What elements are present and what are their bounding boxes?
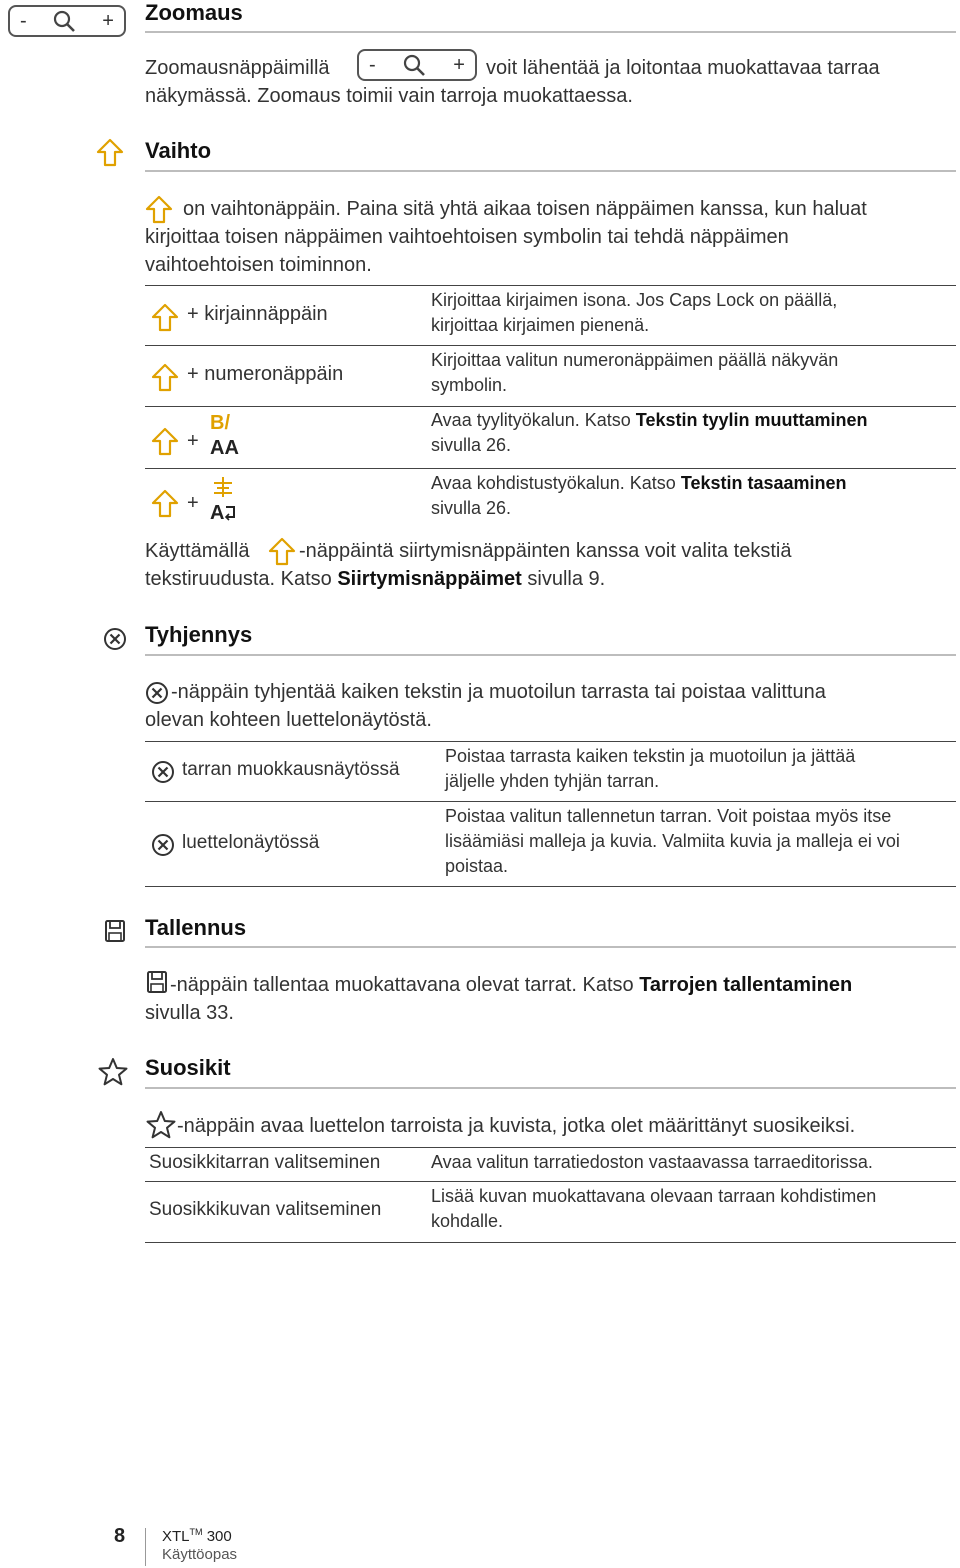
clear-row-desc: jäljelle yhden tyhjän tarran.: [445, 771, 660, 791]
shift-row-key: + kirjainnäppäin: [187, 303, 328, 325]
zoom-key-inline-icon: - +: [357, 49, 477, 81]
shift-row-desc: symbolin.: [431, 375, 508, 395]
save-icon: [104, 919, 126, 943]
table-rule: [145, 468, 956, 469]
favorites-row-key: Suosikkitarran valitseminen: [149, 1152, 381, 1173]
table-rule: [145, 886, 956, 887]
clear-intro-line2: olevan kohteen luettelonäytöstä.: [145, 709, 432, 731]
shift-icon: [151, 303, 179, 333]
bold-italic-icon: B/: [210, 412, 230, 434]
table-rule: [145, 1242, 956, 1243]
clear-icon: [145, 681, 169, 705]
clear-row-desc: Poistaa tarrasta kaiken tekstin ja muotoilun ja jättää: [445, 746, 856, 766]
table-rule: [145, 406, 956, 407]
save-text-line2: sivulla 33.: [145, 1002, 234, 1024]
clear-table-top-rule: [145, 741, 956, 742]
shift-row-desc: Avaa kohdistustyökalun. Katso Tekstin tasaaminen: [431, 473, 847, 493]
shift-icon: [268, 537, 296, 567]
shift-intro-line2: kirjoittaa toisen näppäimen vaihtoehtoisen symbolin tai tehdä näppäimen: [145, 226, 789, 248]
zoom-text-after: voit lähentää ja loitontaa muokattavaa tarraa: [486, 57, 880, 79]
shift-intro-line3: vaihtoehtoisen toiminnon.: [145, 254, 372, 276]
shift-icon: [151, 489, 179, 519]
table-rule: [145, 801, 956, 802]
save-heading: Tallennus: [145, 915, 247, 940]
clear-row-desc: Poistaa valitun tallennetun tarran. Voit poistaa myös itse: [445, 806, 892, 826]
save-heading-rule: [145, 946, 956, 948]
favorites-table-top-rule: [145, 1147, 956, 1148]
magnifier-icon: [402, 53, 426, 77]
clear-icon: [151, 833, 175, 857]
favorites-row-key: Suosikkikuvan valitseminen: [149, 1199, 382, 1220]
shift-row-key: +: [187, 430, 199, 452]
footer-divider: [145, 1528, 146, 1566]
clear-row-desc: poistaa.: [445, 856, 509, 876]
shift-outro-line1-post: -näppäintä siirtymisnäppäinten kanssa voit valita tekstiä: [299, 540, 792, 562]
favorites-intro: -näppäin avaa luettelon tarroista ja kuvista, jotka olet määrittänyt suosikeiksi.: [177, 1115, 856, 1137]
shift-table-top-rule: [145, 285, 956, 286]
shift-row-desc: sivulla 26.: [431, 435, 512, 455]
shift-row-key: +: [187, 492, 199, 514]
zoom-heading: Zoomaus: [145, 0, 243, 25]
font-size-icon: AA: [210, 437, 239, 459]
clear-intro-line1: -näppäin tyhjentää kaiken tekstin ja muotoilun tarrasta tai poistaa valittuna: [171, 681, 826, 703]
favorites-row-desc: kohdalle.: [431, 1211, 504, 1231]
save-icon: [146, 970, 168, 994]
favorites-row-desc: Lisää kuvan muokattavana olevaan tarraan kohdistimen: [431, 1186, 877, 1206]
shift-heading: Vaihto: [145, 138, 212, 163]
zoom-text-line1: Zoomausnäppäimillä: [145, 57, 330, 79]
clear-row-key: luettelonäytössä: [182, 832, 320, 853]
link-saving-labels[interactable]: Tarrojen tallentaminen: [639, 974, 853, 996]
shift-row-key: + numeronäppäin: [187, 363, 344, 385]
footer-product: XTL™ 300: [162, 1527, 232, 1545]
magnifier-icon: [52, 9, 76, 33]
shift-icon: [151, 427, 179, 457]
shift-icon: [151, 363, 179, 393]
table-rule: [145, 345, 956, 346]
shift-intro-line1: on vaihtonäppäin. Paina sitä yhtä aikaa toisen näppäimen kanssa, kun haluat: [183, 198, 867, 220]
zoom-key-icon: [8, 5, 126, 37]
shift-outro-line1: Käyttämällä: [145, 540, 250, 562]
page-number: 8: [114, 1525, 126, 1547]
zoom-text-line2: näkymässä. Zoomaus toimii vain tarroja muokattaessa.: [145, 85, 633, 107]
link-text-align[interactable]: Tekstin tasaaminen: [680, 473, 847, 493]
footer-manual: Käyttöopas: [162, 1546, 238, 1563]
shift-row-desc: Kirjoittaa valitun numeronäppäimen päällä näkyvän: [431, 350, 839, 370]
shift-row-desc: Avaa tyylityökalun. Katso Tekstin tyylin muuttaminen: [431, 410, 868, 430]
star-icon: [146, 1110, 176, 1140]
link-navigation-keys[interactable]: Siirtymisnäppäimet: [337, 568, 522, 590]
text-orientation-icon: A: [210, 502, 238, 525]
favorites-row-desc: Avaa valitun tarratiedoston vastaavassa tarraeditorissa.: [431, 1152, 873, 1172]
favorites-heading: Suosikit: [145, 1055, 231, 1080]
zoom-minus: -: [20, 9, 27, 32]
shift-icon: [145, 195, 173, 225]
align-icon: [210, 476, 236, 498]
clear-heading-rule: [145, 654, 956, 656]
shift-row-desc: sivulla 26.: [431, 498, 512, 518]
clear-heading: Tyhjennys: [145, 622, 253, 647]
shift-icon: [96, 138, 124, 168]
link-text-style[interactable]: Tekstin tyylin muuttaminen: [635, 410, 868, 430]
clear-icon: [103, 627, 127, 651]
table-rule: [145, 1181, 956, 1182]
clear-row-desc: lisäämiäsi malleja ja kuvia. Valmiita kuvia ja malleja ei voi: [445, 831, 900, 851]
clear-icon: [151, 760, 175, 784]
shift-heading-rule: [145, 170, 956, 172]
zoom-heading-rule: [145, 31, 956, 33]
shift-outro-line2: tekstiruudusta. Katso Siirtymisnäppäimet sivulla 9.: [145, 568, 606, 590]
save-text-line1: -näppäin tallentaa muokattavana olevat tarrat. Katso Tarrojen tallentaminen: [170, 974, 853, 996]
clear-row-key: tarran muokkausnäytössä: [182, 759, 400, 780]
favorites-heading-rule: [145, 1087, 956, 1089]
star-icon: [98, 1057, 128, 1087]
zoom-plus: +: [102, 9, 114, 32]
shift-row-desc: kirjoittaa kirjaimen pienenä.: [431, 315, 650, 335]
shift-row-desc: Kirjoittaa kirjaimen isona. Jos Caps Lock on päällä,: [431, 290, 838, 310]
